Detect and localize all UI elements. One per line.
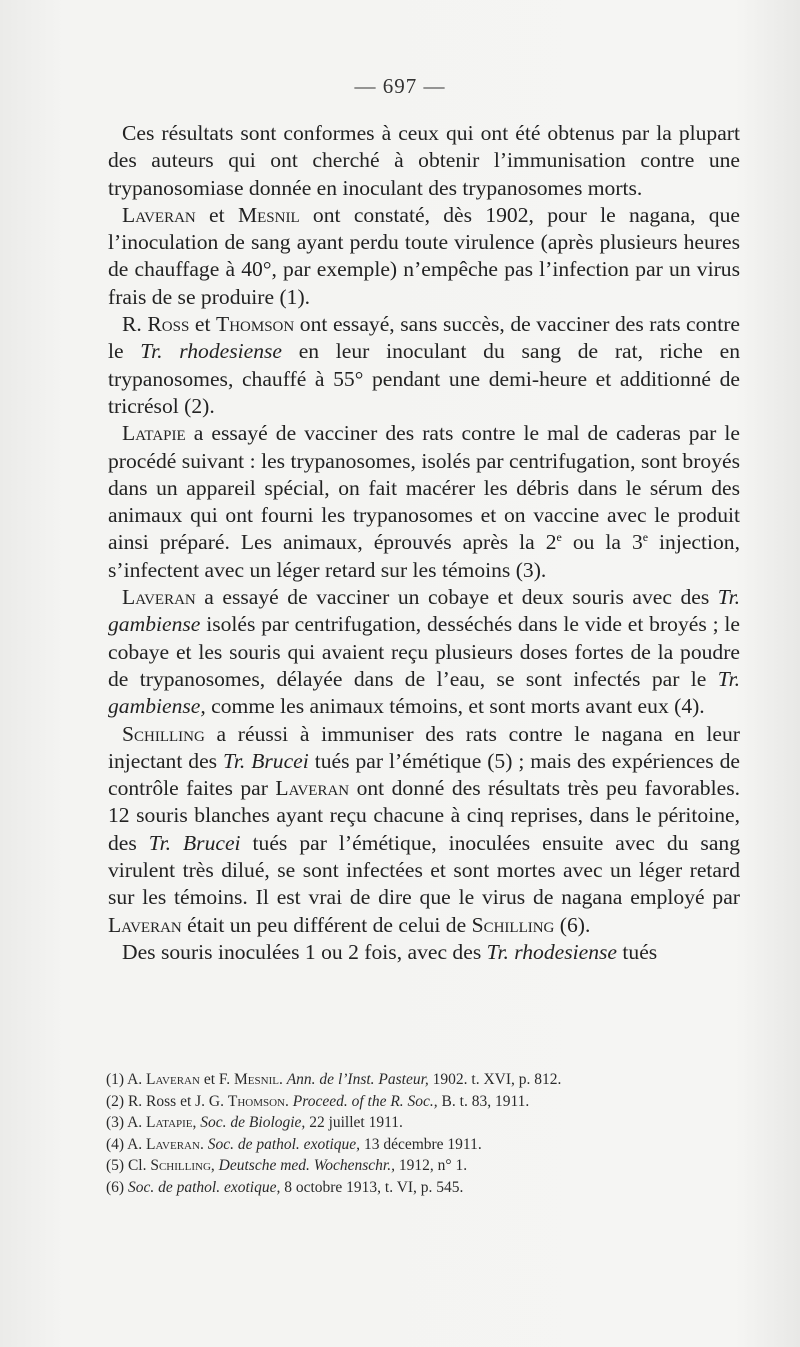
italic-text: Soc. de pathol. exotique, [207,1135,361,1153]
footnote [106,1069,746,1091]
footnote [106,1134,746,1156]
paragraph [108,420,740,584]
text-run: était un peu différent de celui de [181,912,472,937]
text-run: isolés par centrifugation, desséchés dans le vide et broyés ; le cobaye et les souris qui avaient reçu plusieurs doses fortes de la poudre de trypanosomes, délayée dans de l’eau, se sont infectés par le [108,612,740,691]
text-run: 1902. t. XVI, p. 812. [428,1071,562,1088]
small-caps-name: Thomson [227,1092,286,1110]
text-run: R. [122,312,148,337]
text-run: (6) [106,1178,128,1196]
paragraph [108,584,740,720]
small-caps-name: Thomson [216,312,295,337]
text-run: 13 décembre 1911. [360,1135,482,1153]
text-run: . [278,1071,287,1088]
text-run: (5) Cl. [106,1157,151,1175]
italic-text: Tr. Brucei [148,830,241,855]
text-run: Des souris inoculées 1 ou 2 fois, avec des [122,939,487,964]
text-run: . [199,1135,208,1153]
italic-text: Soc. de pathol. exotique, [127,1178,281,1196]
text-run: Ces résultats sont conformes à ceux qui ont été obtenus par la plupart des auteurs qui ont cherché à obtenir l’immunisation contre une trypanosomiase donnée en inoculant des trypanosomes morts. [108,121,740,200]
body-text [108,120,740,966]
superscript: e [556,530,562,545]
small-caps-name: Ross [147,312,190,337]
small-caps-name: Laveran [275,776,350,801]
text-run: 2 [545,530,557,555]
text-run: et [195,202,238,227]
footnote [106,1091,746,1113]
italic-text: Deutsche med. Wochenschr., [218,1157,395,1175]
footnote [106,1112,746,1134]
text-run: comme les animaux témoins, et sont morts avant eux (4). [205,694,705,719]
italic-text: Ann. de l’Inst. Pasteur, [286,1071,429,1088]
text-run: 8 octobre 1913, t. VI, p. 545. [280,1178,464,1196]
italic-text: Proceed. of the R. Soc., [292,1092,438,1110]
small-caps-name: Schilling [471,912,555,937]
text-run: ou la 3 [561,530,643,555]
text-run: 1912, n° 1. [395,1157,468,1175]
italic-text: Tr. gambiense, [108,666,740,719]
text-run: , [210,1157,219,1175]
page-number: — 697 — [354,74,446,98]
small-caps-name: Mesnil [237,202,300,227]
text-run: ont essayé, sans succès, de vacciner des rats contre le [108,312,741,364]
text-run: , [192,1114,201,1132]
italic-text: Tr. rhodesiense [486,939,618,964]
small-caps-name: Laveran [146,1071,200,1088]
italic-text: Tr. rhodesiense [140,339,282,364]
italic-text: Tr. Brucei [223,748,309,773]
italic-text: Soc. de Biologie, [200,1114,306,1132]
text-run: a réussi à immuniser des rats contre le nagana en leur injectant des [108,721,740,773]
text-run: B. t. 83, 1911. [437,1092,530,1110]
small-caps-name: Latapie [146,1114,193,1132]
small-caps-name: Latapie [122,421,186,446]
text-run: . [285,1092,293,1110]
text-run: ont constaté, dès 1902, pour le nagana, que l’inoculation de sang ayant perdu toute virulence (après plusieurs heures de chauffage à 40°, par exemple) n’empêche pas l’infection par un virus frais de se produire (1). [108,202,740,309]
text-run: et F. [199,1071,235,1088]
paragraph [108,311,740,420]
small-caps-name: Schilling [122,721,205,746]
text-run: tués [617,939,658,964]
text-run: (1) A. [106,1071,147,1088]
paragraph [108,120,740,202]
small-caps-name: Schilling [150,1157,211,1175]
text-run: (3) A. [106,1114,147,1132]
small-caps-name: Laveran [122,202,196,227]
paragraph [108,721,740,939]
text-run: ont donné des résultats très peu favorables. 12 souris blanches ayant reçu chacune à cinq reprises, dans le péritoine, des [108,776,740,855]
footnotes [106,1069,746,1199]
paragraph [108,939,740,966]
small-caps-name: Laveran [108,912,182,937]
superscript: e [642,530,649,545]
text-run: injection, s’infectent avec un léger retard sur les témoins (3). [108,530,741,582]
text-run: (2) R. Ross et J. G. [106,1092,228,1110]
text-run: tués par l’émétique, inoculées ensuite avec du sang virulent très dilué, se sont infectées et sont mortes avec un léger retard sur les témoins. Il est vrai de dire que le virus de nagana employé par [108,830,740,910]
text-run: (4) A. [106,1135,147,1153]
text-run: (6). [554,912,591,937]
text-run: 22 juillet 1911. [305,1114,403,1132]
italic-text: Tr. gambiense [108,585,740,637]
small-caps-name: Laveran [146,1135,200,1153]
text-run: tués par l’émétique (5) ; mais des expériences de contrôle faites par [108,748,740,801]
small-caps-name: Laveran [122,585,196,610]
small-caps-name: Mesnil [234,1071,279,1088]
footnote [106,1177,746,1199]
text-run: en leur inoculant du sang de rat, riche en trypanosomes, chauffé à 55° pendant une demi-heure et additionné de tricrésol (2). [108,339,740,418]
text-run: et [189,312,217,337]
paragraph [108,202,740,311]
text-run: a essayé de vacciner des rats contre le mal de caderas par le procédé suivant : les trypanosomes, isolés par centrifugation, sont broyés dans un appareil spécial, on fait macérer les débris dans le sérum des animaux qui ont fourni les trypanosomes et on vaccine avec le produit ainsi préparé. Les animaux, éprouvés après la [108,421,740,555]
text-run: a essayé de vacciner un cobaye et deux souris avec des [195,585,718,610]
footnote [106,1155,746,1177]
